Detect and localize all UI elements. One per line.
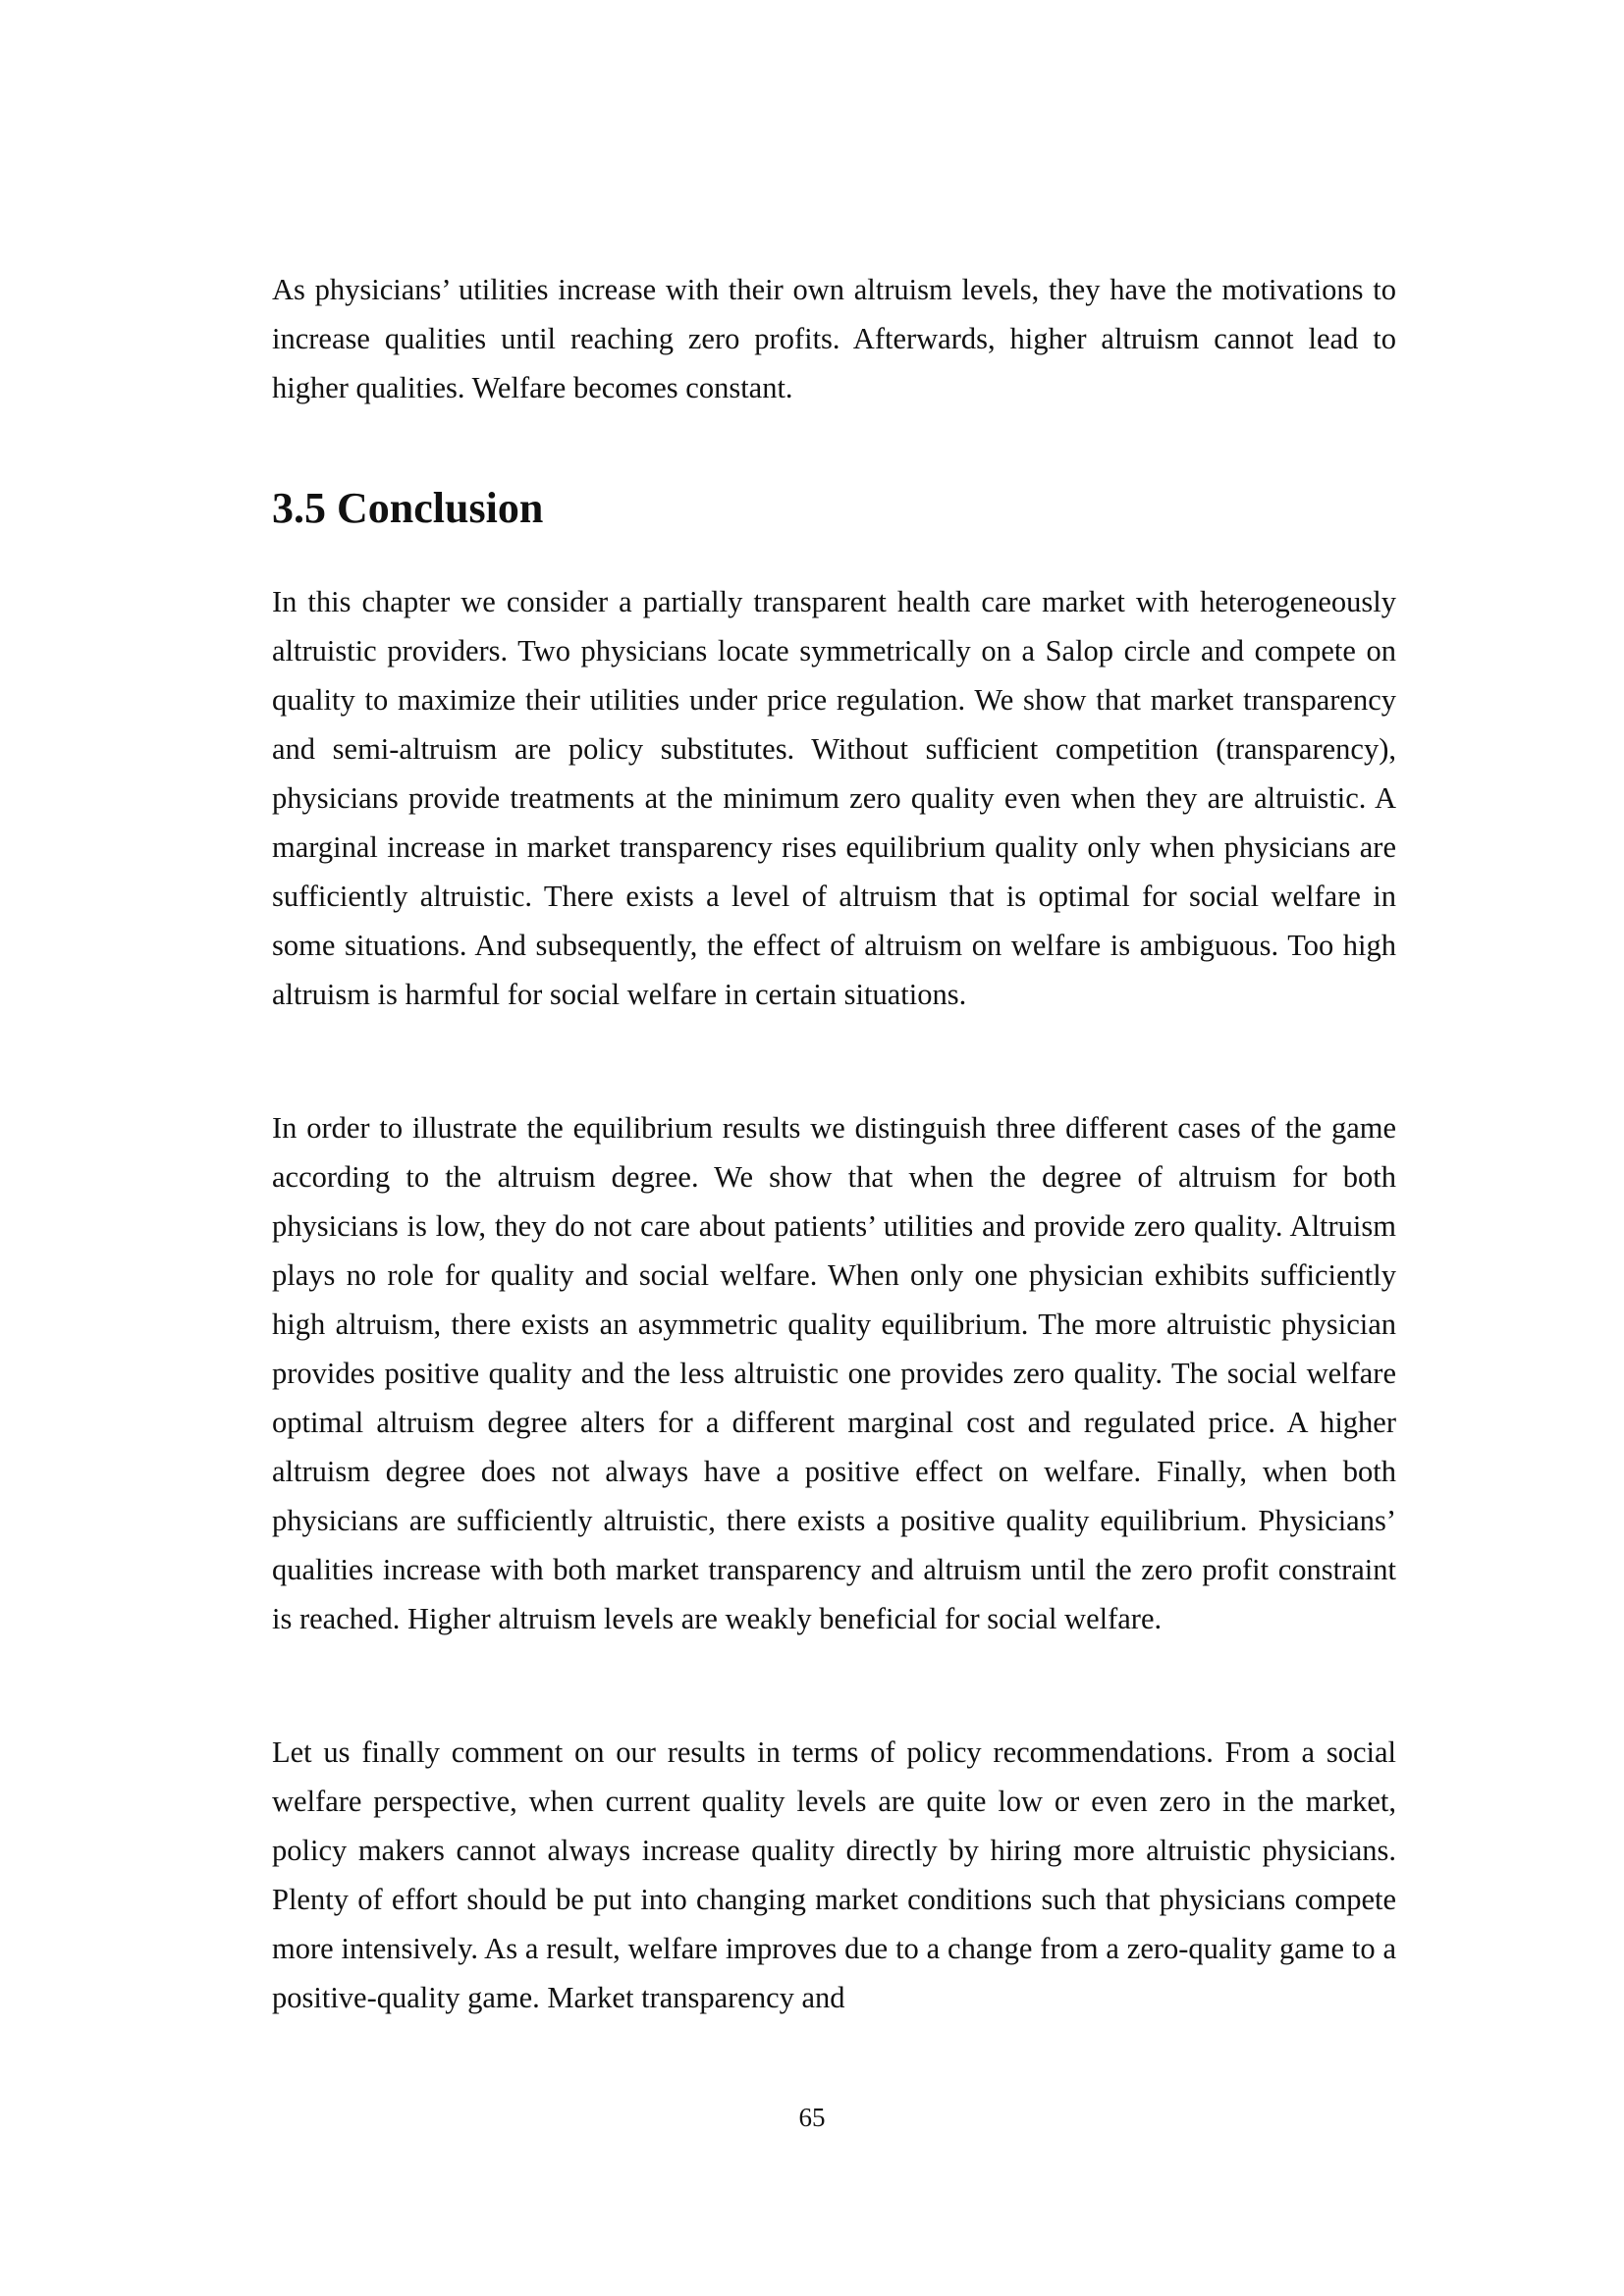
section-heading: 3.5 Conclusion	[272, 484, 544, 532]
page-number: 65	[798, 2103, 826, 2132]
conclusion-paragraph-1: In this chapter we consider a partially transparent health care market with heterogeneously altruistic providers. Two physicians locate symmetrically on a Salop circle and compete on quality to maximize their utilities under price regulation. We show that market transparency and semi-altruism are policy substitutes. Without sufficient competition (transparency), physicians provide treatments at the minimum zero quality even when they are altruistic. A marginal increase in market transparency rises equilibrium quality only when physicians are sufficiently altruistic. There exists a level of altruism that is optimal for social welfare in some situations. And subsequently, the effect of altruism on welfare is ambiguous. Too high altruism is harmful for social welfare in certain situations.	[272, 585, 1396, 1011]
intro-paragraph: As physicians’ utilities increase with their own altruism levels, they have the motivations to increase qualities until reaching zero profits. Afterwards, higher altruism cannot lead to higher qualities. Welfare becomes constant.	[272, 273, 1396, 404]
conclusion-paragraph-2: In order to illustrate the equilibrium results we distinguish three different cases of the game according to the altruism degree. We show that when the degree of altruism for both physicians is low, they do not care about patients’ utilities and provide zero quality. Altruism plays no role for quality and social welfare. When only one physician exhibits sufficiently high altruism, there exists an asymmetric quality equilibrium. The more altruistic physician provides positive quality and the less altruistic one provides zero quality. The social welfare optimal altruism degree alters for a different marginal cost and regulated price. A higher altruism degree does not always have a positive effect on welfare. Finally, when both physicians are sufficiently altruistic, there exists a positive quality equilibrium. Physicians’ qualities increase with both market transparency and altruism until the zero profit constraint is reached. Higher altruism levels are weakly beneficial for social welfare.	[272, 1111, 1396, 1635]
conclusion-paragraph-3: Let us finally comment on our results in terms of policy recommendations. From a social welfare perspective, when current quality levels are quite low or even zero in the market, policy makers cannot always increase quality directly by hiring more altruistic physicians. Plenty of effort should be put into changing market conditions such that physicians compete more intensively. As a result, welfare improves due to a change from a zero-quality game to a positive-quality game. Market transparency and	[272, 1735, 1396, 2014]
